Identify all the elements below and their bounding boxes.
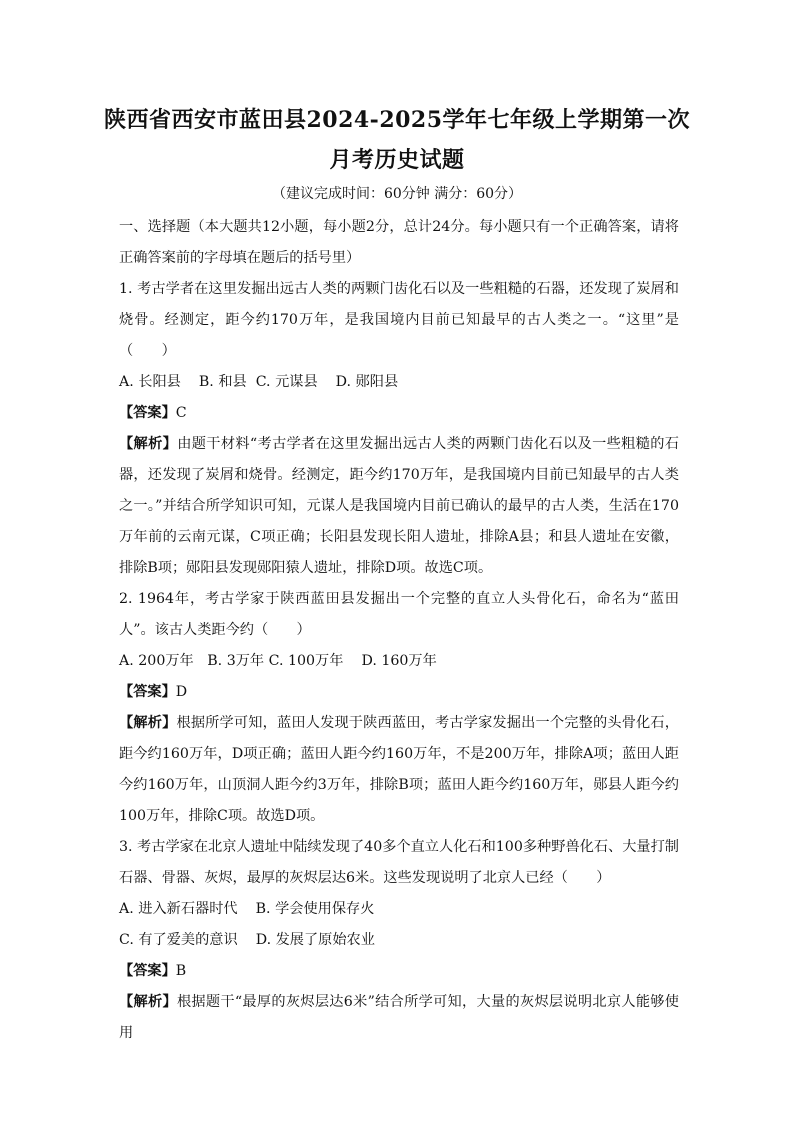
answer-tag: 【答案】 xyxy=(119,963,176,979)
question-2 xyxy=(119,584,679,832)
analysis-line xyxy=(119,987,679,1049)
analysis-text: 根据题干“最厚的灰烬层达6米”结合所学可知，大量的灰烬层说明北京人能够使用 xyxy=(119,994,679,1041)
analysis-text: 由题干材料“考古学者在这里发掘出远古人类的两颗门齿化石以及一些粗糙的石器，还发现了炭屑和烧骨。经测定，距今约170万年，是我国境内目前已知最早的古人类之一。”并结合所学知识可知，元谋人是我国境内目前已确认的最早的古人类，生活在170万年前的云南元谋，C项正确；长阳县发现长阳人遗址，排除A县；和县人遗址在安徽，排除B项；郧阳县发现郧阳猿人遗址，排除D项。故选C项。 xyxy=(119,436,679,576)
answer-value: B xyxy=(175,963,187,979)
exam-time-and-score: （建议完成时间：60分钟 满分：60分） xyxy=(271,186,523,202)
answer-value: D xyxy=(175,684,188,700)
answer-line xyxy=(119,677,679,708)
answer-tag: 【答案】 xyxy=(119,405,176,421)
section-heading: 一、选择题（本大题共12小题，每小题2分，总计24分。每小题只有一个正确答案，请将正确答案前的字母填在题后的括号里） xyxy=(119,219,679,266)
answer-tag: 【答案】 xyxy=(119,684,176,700)
question-stem: 1. 考古学者在这里发掘出远古人类的两颗门齿化石以及一些粗糙的石器，还发现了炭屑和烧骨。经测定，距今约170万年，是我国境内目前已知最早的古人类之一。“这里”是（ ） xyxy=(119,281,679,359)
answer-value: C xyxy=(175,405,187,421)
exam-title-line-1: 陕西省西安市蓝田县2024-2025学年七年级上学期第一次 xyxy=(103,107,691,133)
question-options: A. 进入新石器时代 B. 学会使用保存火 xyxy=(119,901,375,917)
question-stem: 2. 1964年，考古学家于陕西蓝田县发掘出一个完整的直立人头骨化石，命名为“蓝田人”。该古人类距今约（ ） xyxy=(119,591,679,638)
question-3 xyxy=(119,832,679,1049)
exam-body xyxy=(119,212,679,1049)
question-options: A. 长阳县 B. 和县 C. 元谋县 D. 郧阳县 xyxy=(119,374,399,390)
analysis-tag: 【解析】 xyxy=(119,715,177,731)
answer-line xyxy=(119,956,679,987)
question-1 xyxy=(119,274,679,584)
analysis-line xyxy=(119,429,679,584)
question-stem: 3. 考古学家在北京人遗址中陆续发现了40多个直立人化石和100多种野兽化石、大量打制石器、骨器、灰烬，最厚的灰烬层达6米。这些发现说明了北京人已经（ ） xyxy=(119,839,679,886)
analysis-line xyxy=(119,708,679,832)
question-options: A. 200万年 B. 3万年 C. 100万年 D. 160万年 xyxy=(119,653,437,669)
answer-line xyxy=(119,398,679,429)
question-options-2: C. 有了爱美的意识 D. 发展了原始农业 xyxy=(119,932,375,948)
analysis-tag: 【解析】 xyxy=(119,436,178,452)
exam-title-line-2: 月考历史试题 xyxy=(329,147,465,173)
analysis-text: 根据所学可知，蓝田人发现于陕西蓝田，考古学家发掘出一个完整的头骨化石，距今约160万年，D项正确；蓝田人距今约160万年，不是200万年，排除A项；蓝田人距今约160万年，山顶洞人距今约3万年，排除B项；蓝田人距今约160万年，郧县人距今约100万年，排除C项。故选D项。 xyxy=(119,715,679,824)
analysis-tag: 【解析】 xyxy=(119,994,177,1010)
